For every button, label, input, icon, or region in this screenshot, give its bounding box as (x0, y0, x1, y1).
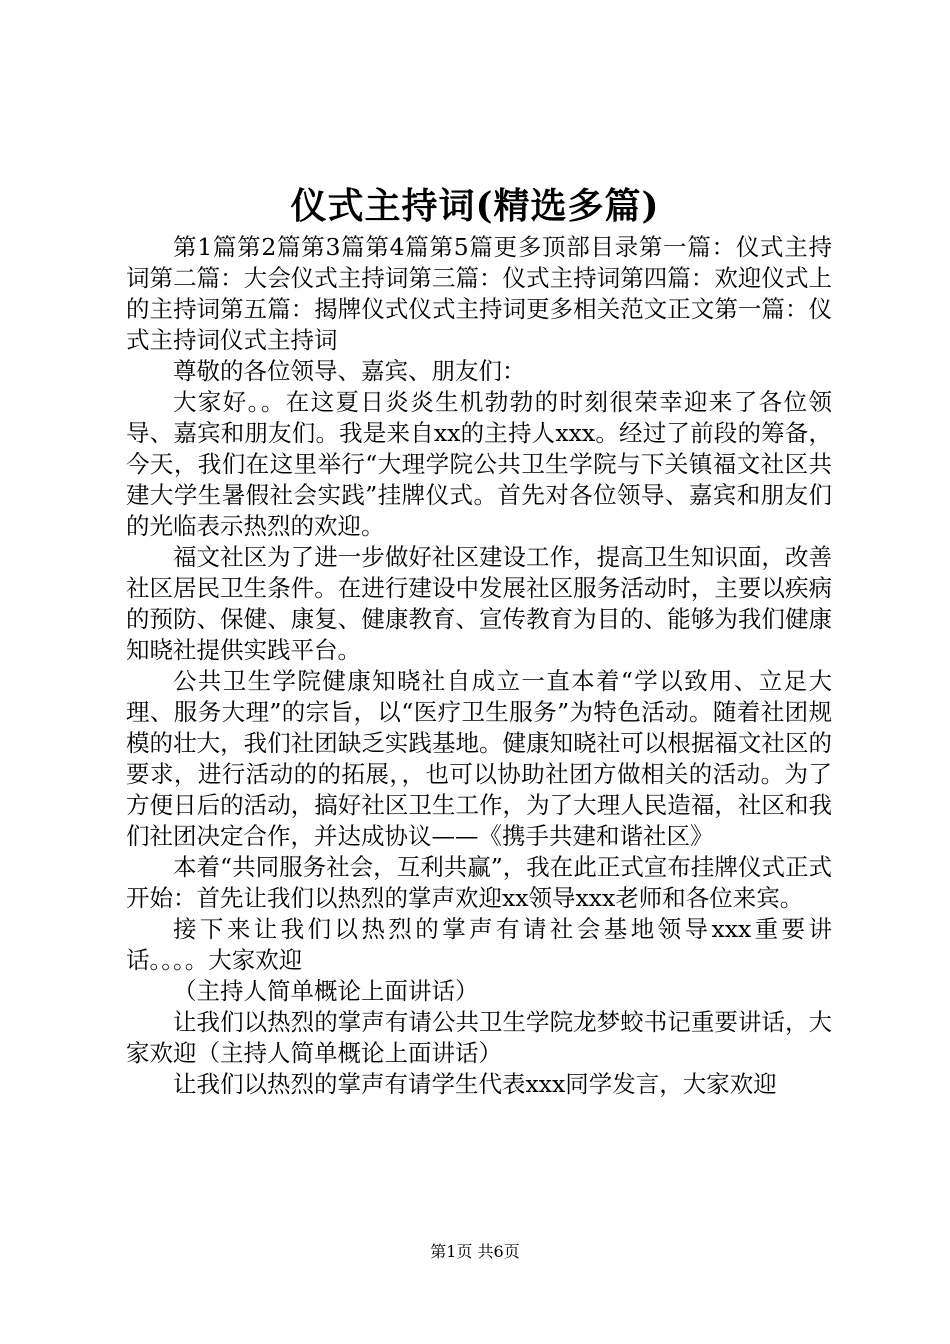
paragraph-base-leader: 接下来让我们以热烈的掌声有请社会基地领导xxx重要讲话。。。。大家欢迎 (126, 915, 832, 974)
document-body (126, 232, 832, 1100)
paragraph-announcement: 本着“共同服务社会，互利共赢”，我在此正式宣布挂牌仪式正式开始：首先让我们以热烈的掌声欢迎xx领导xxx老师和各位来宾。 (126, 853, 832, 912)
paragraph-society: 公共卫生学院健康知晓社自成立一直本着“学以致用、立足大理、服务大理”的宗旨，以“医疗卫生服务”为特色活动。随着社团规模的壮大，我们社团缺乏实践基地。健康知晓社可以根据福文社区的要求，进行活动的的拓展，，也可以协助社团方做相关的活动。为了方便日后的活动，搞好社区卫生工作，为了大理人民造福，社区和我们社团决定合作，并达成协议——《携手共建和谐社区》 (126, 667, 832, 850)
paragraph-toc: 第1篇第2篇第3篇第4篇第5篇更多顶部目录第一篇：仪式主持词第二篇：大会仪式主持词第三篇：仪式主持词第四篇：欢迎仪式上的主持词第五篇：揭牌仪式仪式主持词更多相关范文正文第一篇：仪式主持词仪式主持词 (126, 233, 832, 354)
paragraph-host-note: （主持人简单概论上面讲话） (173, 977, 479, 1005)
paragraph-student: 让我们以热烈的掌声有请学生代表xxx同学发言，大家欢迎 (173, 1070, 777, 1098)
page-number-footer: 第1页 共6页 (430, 1242, 520, 1261)
paragraph-community: 福文社区为了进一步做好社区建设工作，提高卫生知识面，改善社区居民卫生条件。在进行建设中发展社区服务活动时，主要以疾病的预防、保健、康复、健康教育、宣传教育为目的、能够为我们健康知晓社提供实践平台。 (126, 543, 832, 664)
paragraph-greeting: 尊敬的各位领导、嘉宾、朋友们： (173, 357, 526, 385)
paragraph-opening: 大家好。。在这夏日炎炎生机勃勃的时刻很荣幸迎来了各位领导、嘉宾和朋友们。我是来自xx的主持人xxx。经过了前段的筹备，今天，我们在这里举行“大理学院公共卫生学院与下关镇福文社区共建大学生暑假社会实践”挂牌仪式。首先对各位领导、嘉宾和朋友们的光临表示热烈的欢迎。 (126, 388, 832, 540)
document-title: 仪式主持词(精选多篇) (290, 185, 660, 227)
paragraph-secretary: 让我们以热烈的掌声有请公共卫生学院龙梦蛟书记重要讲话，大家欢迎（主持人简单概论上面讲话） (126, 1008, 832, 1067)
